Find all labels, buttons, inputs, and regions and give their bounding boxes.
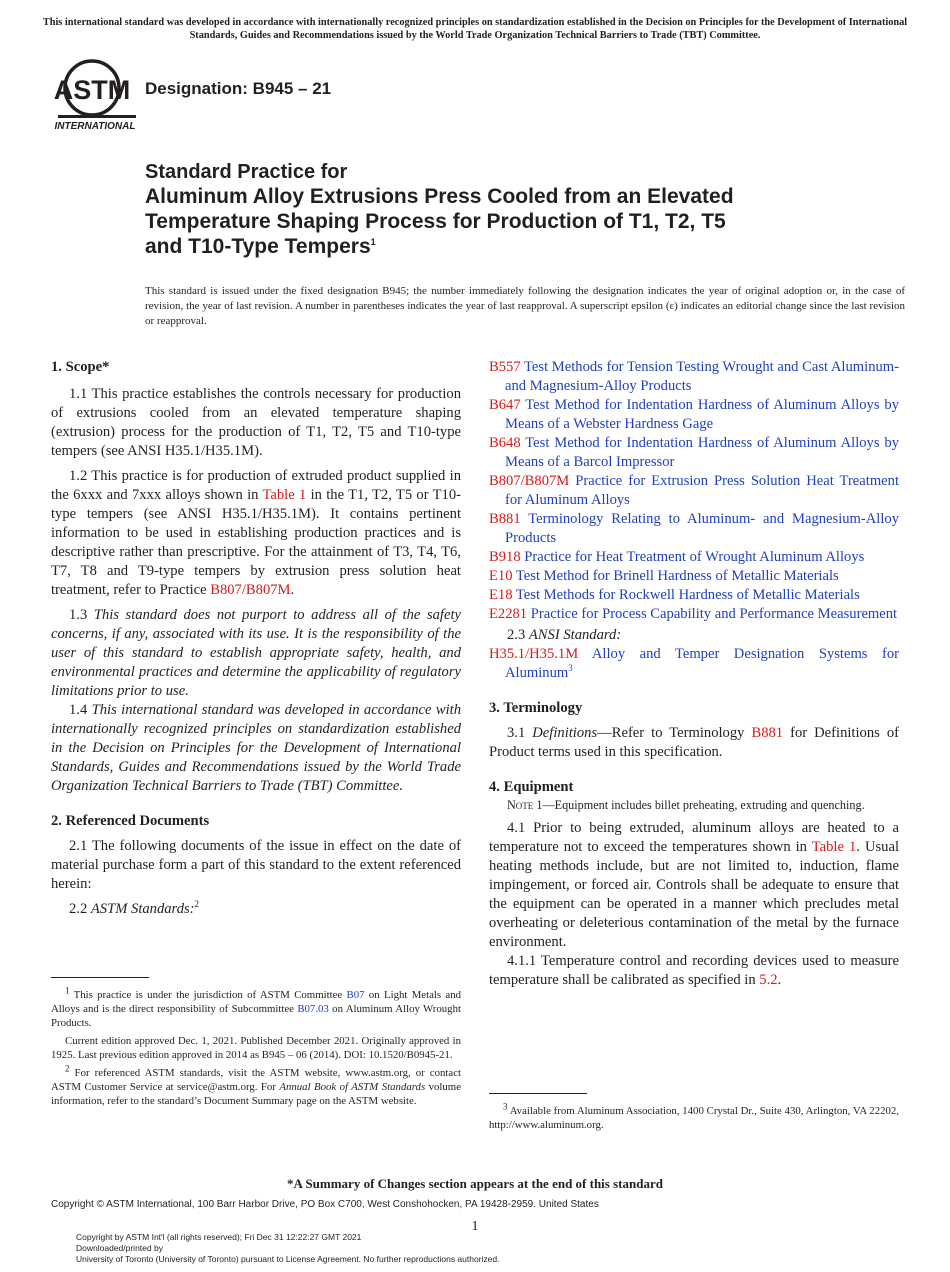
standard-code-link[interactable]: E2281	[489, 606, 528, 622]
standard-title: Test Method for Indentation Hardness of Aluminum Alloys by Means of a Barcol Impressor	[505, 435, 900, 470]
link-b07[interactable]: B07	[346, 989, 365, 1001]
title-block	[145, 160, 845, 259]
title-footnote-mark: 1	[370, 237, 376, 247]
standard-item	[489, 586, 899, 605]
standard-item	[489, 605, 899, 624]
referenced-heading: 2. Referenced Documents	[51, 813, 210, 829]
left-column	[51, 358, 461, 919]
para-2-2: 2.2 ASTM Standards:$^2$	[69, 899, 200, 917]
ansi-standard: H35.1/H35.1M Alloy and Temper Designation Systems for Aluminum$^3$	[489, 646, 899, 681]
logo-text: ASTM	[53, 75, 131, 105]
title-prefix: Standard Practice for	[145, 161, 348, 183]
scope-heading: 1. Scope*	[51, 359, 110, 375]
terminology-heading: 3. Terminology	[489, 700, 583, 716]
note-1: Note 1—Equipment includes billet preheating, extruding and quenching.	[507, 798, 865, 812]
para-1-4: 1.4 This international standard was developed in accordance with internationally recognized principles on standardization established in the Decision on Principles for the Development of International Standards, Guides and Recommendations issued by the World Trade Organization Technical Barriers to Trade (TBT) Committee.	[51, 702, 462, 794]
footnotes-left	[51, 985, 462, 1108]
para-4-1: 4.1 Prior to being extruded, aluminum alloys are heated to a temperature not to exceed the temperatures shown in Table 1. Usual heating methods include, but are not limited to, induction, flame impingement, or forced air. Controls shall be adequate to ensure that the equipment can be operated in a manner which precludes metal overheating or deleterious contamination of the metal by the furnace environment.	[489, 820, 899, 950]
standard-title: Test Method for Indentation Hardness of Aluminum Alloys by Means of a Webster Hardness Gage	[505, 397, 900, 432]
footnote-rule-left	[51, 977, 149, 978]
footnotes-right	[489, 1101, 899, 1132]
link-5-2[interactable]: 5.2	[759, 972, 778, 988]
footnote-2: $^2$ For referenced ASTM standards, visit the ASTM website, www.astm.org, or contact ASTM Customer Service at service@astm.org. For Annual Book of ASTM Standards volume information, refer to the standard’s Document Summary page on the ASTM website.	[51, 1063, 461, 1107]
copyright-line: Copyright © ASTM International, 100 Barr Harbor Drive, PO Box C700, West Conshohocken, PA 19428-2959. United States	[51, 1199, 599, 1210]
page-number: 1	[471, 1219, 479, 1234]
standard-title: Terminology Relating to Aluminum- and Magnesium-Alloy Products	[505, 511, 900, 546]
standard-title: Test Method for Brinell Hardness of Metallic Materials	[515, 568, 839, 584]
para-3-1: 3.1 Definitions—Refer to Terminology B881 for Definitions of Product terms used in this specification.	[489, 725, 899, 760]
footnote-3: $^3$ Available from Aluminum Association, 1400 Crystal Dr., Suite 430, Arlington, VA 22202, http://www.aluminum.org.	[489, 1101, 899, 1131]
para-4-1-1: 4.1.1 Temperature control and recording devices used to measure temperature shall be calibrated as specified in 5.2.	[489, 953, 899, 988]
para-2-1: 2.1 The following documents of the issue in effect on the date of material purchase form a part of this standard to the extent referenced herein:	[51, 838, 461, 892]
standard-item	[489, 396, 899, 434]
standard-title: Practice for Heat Treatment of Wrought Aluminum Alloys	[524, 549, 865, 565]
para-2-3: 2.3 ANSI Standard:	[507, 627, 622, 643]
standard-title: Practice for Process Capability and Performance Measurement	[530, 606, 898, 622]
standard-title: Test Methods for Rockwell Hardness of Metallic Materials	[515, 587, 860, 603]
title-line1: Aluminum Alloy Extrusions Press Cooled from an Elevated	[145, 185, 734, 208]
link-table-1[interactable]: Table 1	[262, 487, 307, 503]
link-b807[interactable]: B807/B807M	[210, 582, 291, 598]
standard-code-link[interactable]: B918	[489, 549, 521, 565]
standard-code-link[interactable]: E10	[489, 568, 513, 584]
summary-note: *A Summary of Changes section appears at the end of this standard	[287, 1176, 663, 1191]
equipment-heading: 4. Equipment	[489, 779, 574, 795]
link-h35[interactable]: H35.1/H35.1M	[489, 646, 579, 662]
link-b0703[interactable]: B07.03	[297, 1003, 329, 1015]
link-table-1b[interactable]: Table 1	[811, 839, 857, 855]
standard-item	[489, 567, 899, 586]
standard-code-link[interactable]: B881	[489, 511, 521, 527]
top-notice: This international standard was developed in accordance with internationally recognized principles on standardization established in the Decision on Principles for the Development of International Standards, Guides and Recommendations issued by the World Trade Organization Technical Barriers to Trade (TBT) Committee.	[42, 17, 908, 41]
footnote-rule-right	[489, 1093, 587, 1094]
standard-code-link[interactable]: E18	[489, 587, 513, 603]
para-1-1: 1.1 This practice establishes the controls necessary for production of extrusions cooled from an elevated temperature shaping (extrusion) process for the production of T1, T2, T5 and T10-type tempers (see ANSI H35.1/H35.1M).	[51, 386, 461, 459]
standard-code-link[interactable]: B557	[489, 359, 521, 375]
standard-code-link[interactable]: B807/B807M	[489, 473, 570, 489]
title-line3: and T10-Type Tempers	[145, 235, 371, 258]
license-line-2: Downloaded/printed by	[76, 1243, 163, 1253]
standard-item	[489, 358, 899, 396]
standard-code-link[interactable]: B647	[489, 397, 521, 413]
para-1-3: 1.3 This standard does not purport to address all of the safety concerns, if any, associated with its use. It is the responsibility of the user of this standard to establish appropriate safety, health, and environmental practices and determine the applicability of regulatory limitations prior to use.	[51, 607, 461, 699]
link-b881-def[interactable]: B881	[751, 725, 784, 741]
para-1-2: 1.2 This practice is for production of extruded product supplied in the 6xxx and 7xxx alloys shown in Table 1 in the T1, T2, T5 or T10-type tempers (see ANSI H35.1/H35.1M). It contains pertinent information to be used in establishing production practices and is descriptive rather than prescriptive. For the attainment of T3, T4, T6, T7, T8 and T9-type tempers by extrusion press solution heat treatment, refer to Practice B807/B807M.	[51, 468, 461, 598]
title-line2: Temperature Shaping Process for Production of T1, T2, T5	[145, 210, 726, 233]
standard-item	[489, 510, 899, 548]
astm-standards-list	[489, 358, 899, 624]
standard-code-link[interactable]: B648	[489, 435, 521, 451]
designation: Designation: B945 – 21	[145, 79, 332, 98]
astm-logo	[52, 56, 136, 134]
logo-sub: INTERNATIONAL	[54, 121, 136, 132]
license-line-3: University of Toronto (University of Toronto) pursuant to License Agreement. No further reproductions authorized.	[76, 1254, 500, 1264]
standard-item	[489, 548, 899, 567]
footnote-1-edition: Current edition approved Dec. 1, 2021. Published December 2021. Originally approved in 1925. Last previous edition approved in 2014 as B945 – 06 (2014). DOI: 10.1520/B0945-21.	[51, 1035, 461, 1061]
standard-item	[489, 434, 899, 472]
license-line-1: Copyright by ASTM Int'l (all rights reserved); Fri Dec 31 12:22:27 GMT 2021	[76, 1232, 362, 1242]
standard-title: Practice for Extrusion Press Solution Heat Treatment for Aluminum Alloys	[505, 473, 899, 508]
standard-title: Test Methods for Tension Testing Wrought and Cast Aluminum- and Magnesium-Alloy Products	[505, 359, 899, 394]
right-column	[489, 358, 899, 990]
footnote-1: $^1$ This practice is under the jurisdiction of ASTM Committee B07 on Light Metals and Alloys and is the direct responsibility of Subcommittee B07.03 on Aluminum Alloy Wrought Products.	[51, 985, 462, 1029]
standard-item	[489, 472, 899, 510]
issued-note: This standard is issued under the fixed designation B945; the number immediately following the designation indicates the year of original adoption or, in the case of revision, the year of last revision. A number in parentheses indicates the year of last reapproval. A superscript epsilon (ε) indicates an editorial change since the last revision or reapproval.	[145, 285, 905, 327]
license-block	[76, 1232, 500, 1265]
